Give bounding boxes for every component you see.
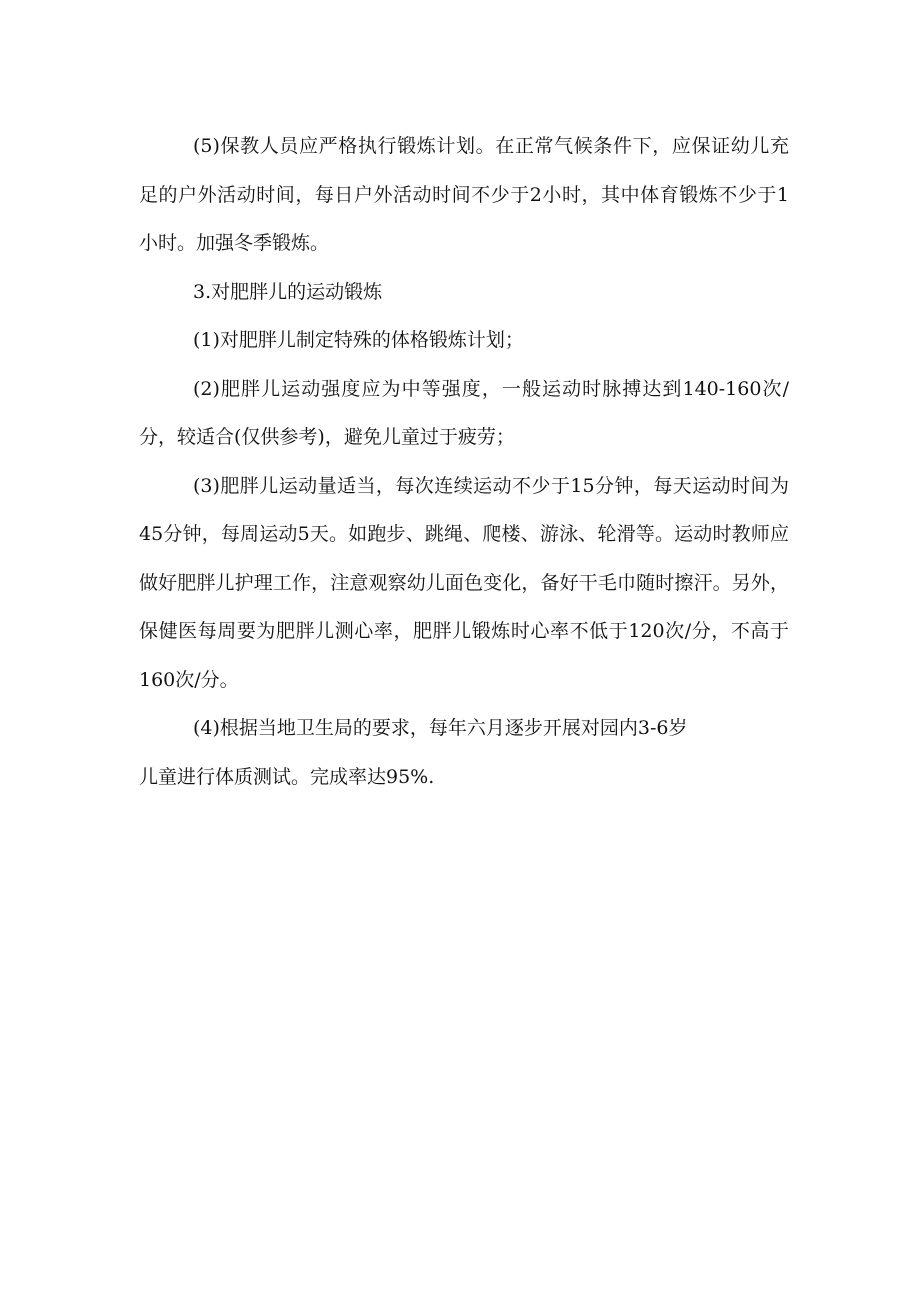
paragraph-item-5: (5)保教人员应严格执行锻炼计划。在正常气候条件下，应保证幼儿充足的户外活动时间，每日户外活动时间不少于2小时，其中体育锻炼不少于1小时。加强冬季锻炼。 <box>139 135 789 254</box>
paragraph-item-3: (3)肥胖儿运动量适当，每次连续运动不少于15分钟，每天运动时间为45分钟，每周运动5天。如跑步、跳绳、爬楼、游泳、轮滑等。运动时教师应做好肥胖儿护理工作，注意观察幼儿面色变化，备好干毛巾随时擦汗。另外，保健医每周要为肥胖儿测心率，肥胖儿锻炼时心率不低于120次/分，不高于160次/分。 <box>139 474 789 691</box>
paragraph-item-4-continued: 儿童进行体质测试。完成率达95%. <box>139 765 435 788</box>
paragraph-item-1: (1)对肥胖儿制定特殊的体格锻炼计划； <box>193 329 524 351</box>
section-heading-obese-children-exercise: 3.对肥胖儿的运动锻炼 <box>193 280 383 303</box>
paragraph-item-4: (4)根据当地卫生局的要求，每年六月逐步开展对园内3-6岁 <box>193 717 688 739</box>
paragraph-item-2: (2)肥胖儿运动强度应为中等强度，一般运动时脉搏达到140-160次/分，较适合(仅供参考)，避免儿童过于疲劳； <box>139 377 789 448</box>
document-body <box>139 122 789 801</box>
